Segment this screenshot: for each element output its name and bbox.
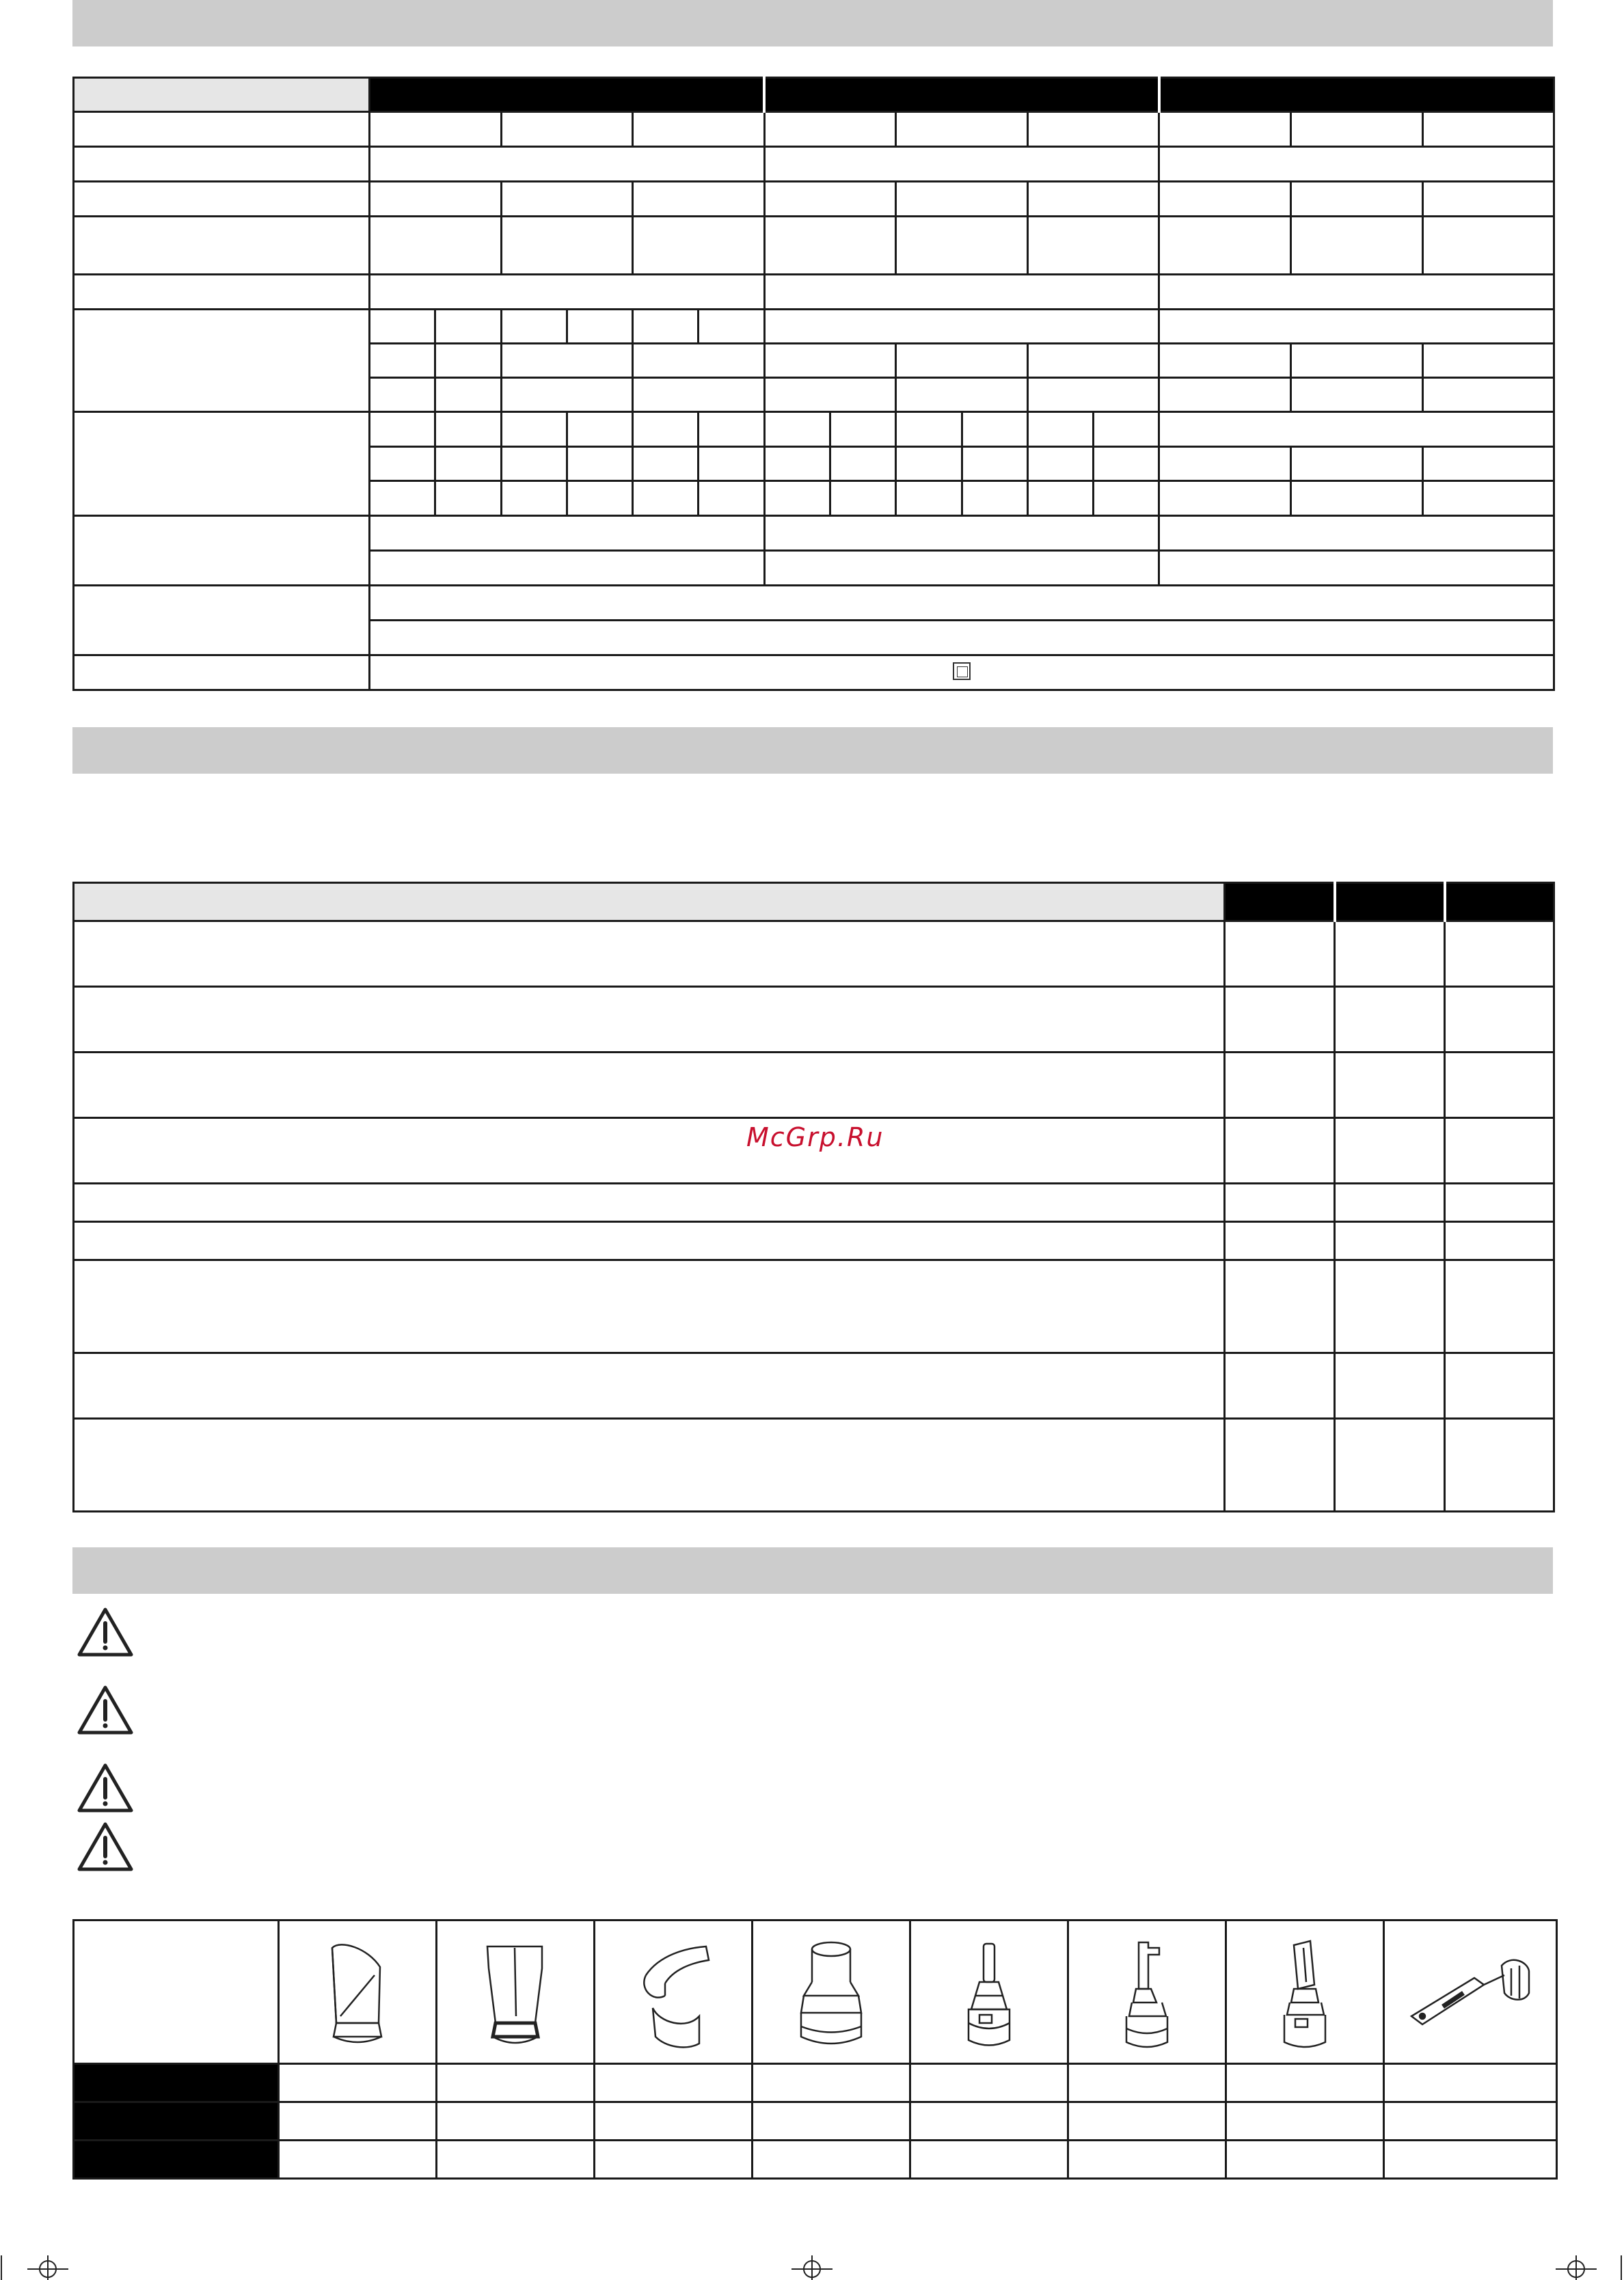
trouble-row xyxy=(74,1222,1225,1260)
table-cell xyxy=(1027,481,1093,516)
table-cell xyxy=(699,447,764,481)
table-cell xyxy=(1159,275,1554,310)
table-cell xyxy=(1384,1921,1557,2064)
table-cell xyxy=(567,310,632,344)
table-cell xyxy=(1291,447,1423,481)
wide-slot-nozzle-icon xyxy=(471,1927,560,2057)
table-cell xyxy=(830,447,896,481)
table-cell xyxy=(1068,2102,1226,2141)
table-cell xyxy=(633,378,765,412)
table-cell xyxy=(435,447,501,481)
table-cell xyxy=(370,447,435,481)
table-cell xyxy=(501,344,633,378)
table-cell xyxy=(1159,551,1554,586)
table-cell xyxy=(1291,217,1423,275)
table-cell xyxy=(1226,2064,1384,2102)
table-cell xyxy=(1422,378,1554,412)
table-cell xyxy=(1335,1260,1445,1353)
tech-header-label-cell xyxy=(74,78,370,112)
table-cell xyxy=(1225,987,1335,1053)
table-cell xyxy=(1226,1921,1384,2064)
table-cell xyxy=(910,2141,1068,2179)
trouble-row xyxy=(74,921,1225,987)
table-cell xyxy=(633,412,699,447)
table-cell xyxy=(595,2064,753,2102)
table-cell xyxy=(764,481,830,516)
section-bar-accessories xyxy=(72,1547,1553,1594)
table-cell xyxy=(279,2141,437,2179)
table-cell xyxy=(1094,412,1159,447)
table-cell xyxy=(1291,112,1423,147)
table-cell xyxy=(910,2102,1068,2141)
tech-header-model-3 xyxy=(1159,78,1554,112)
tech-row-label xyxy=(74,310,370,412)
table-cell xyxy=(764,412,830,447)
accessories-corner-cell xyxy=(74,1921,279,2064)
cut-slot-nozzle-icon xyxy=(1106,1927,1188,2057)
table-cell xyxy=(501,378,633,412)
table-cell xyxy=(501,310,567,344)
accessories-row-header xyxy=(74,2064,279,2102)
table-cell xyxy=(370,516,765,551)
table-cell xyxy=(1225,921,1335,987)
table-cell xyxy=(1335,1118,1445,1184)
table-cell xyxy=(437,2141,595,2179)
table-cell xyxy=(753,1921,910,2064)
table-cell xyxy=(370,551,765,586)
table-cell xyxy=(370,586,1554,621)
table-cell xyxy=(501,217,633,275)
table-cell xyxy=(501,481,567,516)
table-cell xyxy=(501,412,567,447)
table-cell xyxy=(764,516,1159,551)
table-cell xyxy=(1159,516,1554,551)
tech-row-label xyxy=(74,182,370,217)
warning-triangle-icon xyxy=(77,1762,134,1814)
table-cell xyxy=(699,412,764,447)
table-cell xyxy=(910,1921,1068,2064)
table-cell xyxy=(1445,987,1554,1053)
table-cell xyxy=(1422,447,1554,481)
table-cell xyxy=(1027,378,1159,412)
table-cell xyxy=(279,2102,437,2141)
warning-triangle-icon xyxy=(77,1821,134,1873)
table-cell xyxy=(1422,217,1554,275)
table-cell xyxy=(1226,2102,1384,2141)
table-cell xyxy=(501,182,633,217)
table-cell xyxy=(633,447,699,481)
table-cell xyxy=(962,412,1027,447)
section-bar-technical-data xyxy=(72,0,1553,46)
table-cell xyxy=(595,2102,753,2141)
table-cell xyxy=(567,481,632,516)
table-cell xyxy=(896,412,962,447)
tech-row-label xyxy=(74,516,370,586)
table-cell xyxy=(370,378,435,412)
table-cell xyxy=(1445,1053,1554,1118)
table-cell xyxy=(633,481,699,516)
trouble-row xyxy=(74,1053,1225,1118)
table-cell xyxy=(1068,2064,1226,2102)
accessories-table xyxy=(72,1919,1558,2180)
tech-header-model-2 xyxy=(764,78,1159,112)
table-cell xyxy=(1422,112,1554,147)
table-cell xyxy=(764,147,1159,182)
table-cell xyxy=(1225,1260,1335,1353)
table-cell xyxy=(1027,344,1159,378)
trouble-row xyxy=(74,1184,1225,1222)
table-cell xyxy=(370,147,765,182)
table-cell xyxy=(1445,1222,1554,1260)
table-cell xyxy=(1068,2141,1226,2179)
trouble-header-col-2 xyxy=(1335,883,1445,921)
table-cell xyxy=(1159,310,1554,344)
table-cell xyxy=(1335,1184,1445,1222)
table-cell xyxy=(764,275,1159,310)
table-cell xyxy=(1335,1222,1445,1260)
table-cell xyxy=(896,112,1028,147)
table-cell xyxy=(753,2141,910,2179)
table-cell xyxy=(1445,1419,1554,1512)
trouble-row xyxy=(74,1260,1225,1353)
table-cell xyxy=(1027,112,1159,147)
table-cell xyxy=(1094,481,1159,516)
table-cell xyxy=(1159,412,1554,447)
table-cell xyxy=(633,182,765,217)
table-cell xyxy=(753,2064,910,2102)
warning-triangle-icon xyxy=(77,1684,134,1736)
tech-row-label xyxy=(74,112,370,147)
table-cell xyxy=(1291,481,1423,516)
table-cell xyxy=(1335,987,1445,1053)
table-cell xyxy=(435,310,501,344)
table-cell xyxy=(1291,344,1423,378)
table-cell xyxy=(370,217,502,275)
table-cell xyxy=(1159,344,1291,378)
table-cell xyxy=(1159,182,1291,217)
table-cell xyxy=(1225,1053,1335,1118)
accessories-row-header xyxy=(74,2102,279,2141)
table-cell xyxy=(1159,481,1291,516)
accessories-row-header xyxy=(74,2141,279,2179)
table-cell xyxy=(764,112,896,147)
tech-row-label xyxy=(74,275,370,310)
reflector-nozzle-icon xyxy=(625,1927,721,2057)
table-cell xyxy=(1335,1353,1445,1419)
table-cell xyxy=(896,182,1028,217)
table-cell xyxy=(1291,182,1423,217)
table-cell xyxy=(962,447,1027,481)
table-cell xyxy=(764,378,896,412)
crop-marks xyxy=(0,2242,1624,2280)
trouble-header-col-1 xyxy=(1225,883,1335,921)
table-cell xyxy=(1384,2141,1557,2179)
trouble-row xyxy=(74,1118,1225,1184)
table-cell xyxy=(1384,2064,1557,2102)
tech-row-label xyxy=(74,586,370,655)
table-cell xyxy=(1027,447,1093,481)
table-cell xyxy=(830,412,896,447)
troubleshooting-table xyxy=(72,882,1555,1512)
table-cell xyxy=(370,275,765,310)
table-cell xyxy=(435,412,501,447)
table-cell xyxy=(1159,378,1291,412)
table-cell xyxy=(1159,217,1291,275)
table-cell xyxy=(1445,921,1554,987)
table-cell xyxy=(370,655,1554,690)
table-cell xyxy=(567,412,632,447)
table-cell xyxy=(764,447,830,481)
table-cell xyxy=(764,551,1159,586)
table-cell xyxy=(633,217,765,275)
table-cell xyxy=(1422,182,1554,217)
table-cell xyxy=(435,481,501,516)
table-cell xyxy=(764,182,896,217)
table-cell xyxy=(910,2064,1068,2102)
table-cell xyxy=(435,344,501,378)
tech-header-model-1 xyxy=(370,78,765,112)
table-cell xyxy=(370,112,502,147)
table-cell xyxy=(1445,1260,1554,1353)
trouble-header-col-3 xyxy=(1445,883,1554,921)
table-cell xyxy=(1422,481,1554,516)
tech-row-label xyxy=(74,147,370,182)
table-cell xyxy=(1094,447,1159,481)
table-cell xyxy=(962,481,1027,516)
table-cell xyxy=(437,1921,595,2064)
table-cell xyxy=(279,2064,437,2102)
table-cell xyxy=(1225,1118,1335,1184)
table-cell xyxy=(1159,112,1291,147)
table-cell xyxy=(567,447,632,481)
table-cell xyxy=(1384,2102,1557,2141)
table-cell xyxy=(1225,1222,1335,1260)
table-cell xyxy=(370,621,1554,655)
table-cell xyxy=(764,344,896,378)
double-square-icon xyxy=(953,662,971,680)
trouble-row xyxy=(74,1353,1225,1419)
table-cell xyxy=(830,481,896,516)
table-cell xyxy=(896,378,1028,412)
section-bar-troubleshooting xyxy=(72,727,1553,774)
table-cell xyxy=(501,112,633,147)
table-cell xyxy=(279,1921,437,2064)
table-cell xyxy=(1445,1118,1554,1184)
reduction-nozzle-icon xyxy=(783,1927,879,2057)
angled-nozzle-icon xyxy=(313,1927,402,2057)
table-cell xyxy=(1335,1053,1445,1118)
table-cell xyxy=(1422,344,1554,378)
table-cell xyxy=(1068,1921,1226,2064)
table-cell xyxy=(370,412,435,447)
table-cell xyxy=(1335,1419,1445,1512)
table-cell xyxy=(1027,217,1159,275)
table-cell xyxy=(1159,147,1554,182)
table-cell xyxy=(896,217,1028,275)
table-cell xyxy=(896,481,962,516)
table-cell xyxy=(595,2141,753,2179)
table-cell xyxy=(633,112,765,147)
table-cell xyxy=(896,344,1028,378)
technical-data-table xyxy=(72,77,1555,691)
small-pipe-nozzle-icon xyxy=(948,1927,1030,2057)
warning-triangle-icon xyxy=(77,1606,134,1658)
table-cell xyxy=(370,182,502,217)
table-cell xyxy=(435,378,501,412)
table-cell xyxy=(1226,2141,1384,2179)
table-cell xyxy=(437,2064,595,2102)
tech-row-label xyxy=(74,217,370,275)
tech-row-label xyxy=(74,655,370,690)
table-cell xyxy=(595,1921,753,2064)
table-cell xyxy=(753,2102,910,2141)
flat-blade-nozzle-icon xyxy=(1264,1927,1346,2057)
table-cell xyxy=(896,447,962,481)
trouble-row xyxy=(74,1419,1225,1512)
trouble-header-label-cell xyxy=(74,883,1225,921)
table-cell xyxy=(633,344,765,378)
watermark-text: McGrp.Ru xyxy=(746,1122,884,1152)
table-cell xyxy=(370,310,435,344)
table-cell xyxy=(1291,378,1423,412)
table-cell xyxy=(1225,1184,1335,1222)
table-cell xyxy=(1445,1353,1554,1419)
table-cell xyxy=(370,344,435,378)
table-cell xyxy=(699,481,764,516)
trouble-row xyxy=(74,987,1225,1053)
table-cell xyxy=(699,310,764,344)
table-cell xyxy=(764,310,1159,344)
table-cell xyxy=(370,481,435,516)
table-cell xyxy=(501,447,567,481)
table-cell xyxy=(1445,1184,1554,1222)
table-cell xyxy=(1225,1353,1335,1419)
table-cell xyxy=(1335,921,1445,987)
table-cell xyxy=(633,310,699,344)
table-cell xyxy=(1027,412,1093,447)
tech-row-label xyxy=(74,412,370,516)
table-cell xyxy=(1027,182,1159,217)
table-cell xyxy=(437,2102,595,2141)
table-cell xyxy=(1159,447,1291,481)
table-cell xyxy=(1225,1419,1335,1512)
table-cell xyxy=(764,217,896,275)
pressure-roller-icon xyxy=(1402,1927,1539,2057)
